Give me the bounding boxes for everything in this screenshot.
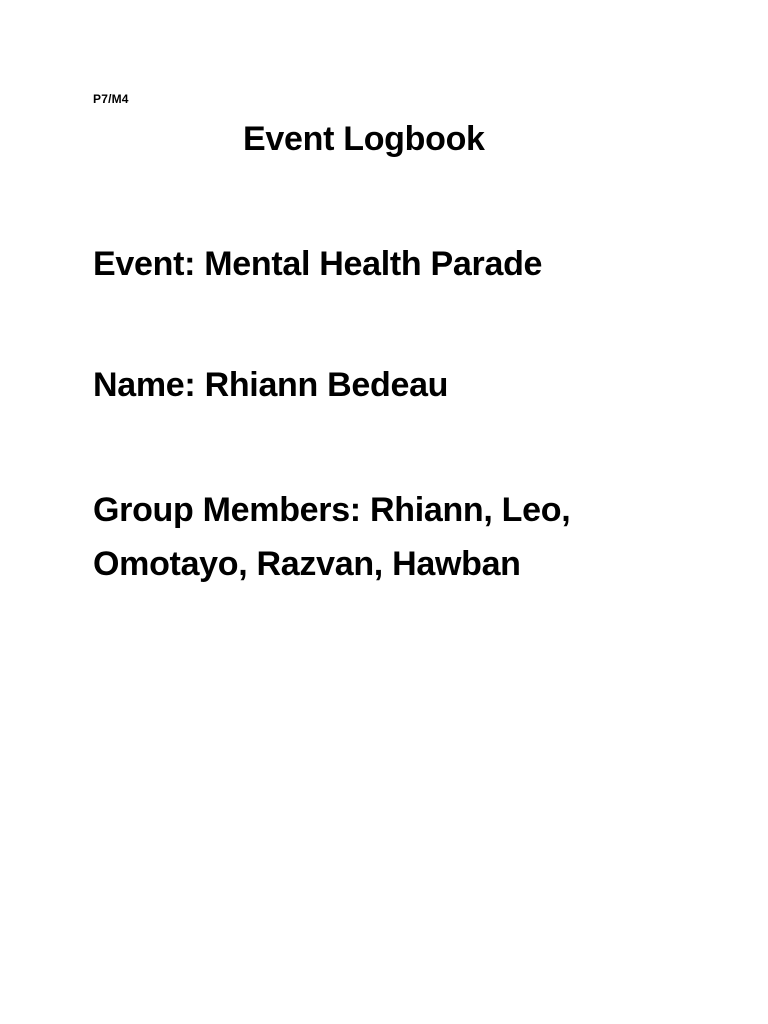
group-members-line-1: Group Members: Rhiann, Leo,: [93, 491, 571, 529]
group-members-line-2: Omotayo, Razvan, Hawban: [93, 545, 521, 583]
unit-code: P7/M4: [93, 92, 129, 106]
page-title: Event Logbook: [243, 120, 485, 158]
event-field: Event: Mental Health Parade: [93, 245, 543, 283]
group-members-field: [93, 483, 570, 591]
name-field: Name: Rhiann Bedeau: [93, 366, 449, 404]
